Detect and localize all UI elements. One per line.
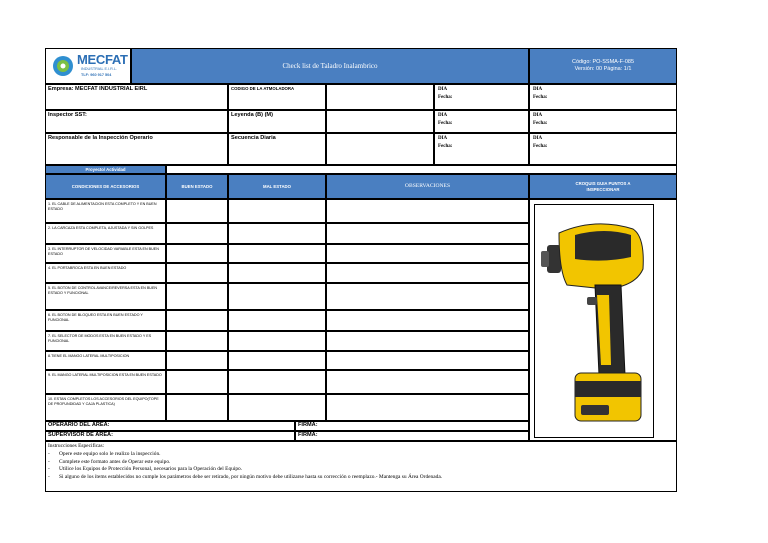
row-obs-cell[interactable]	[326, 263, 529, 283]
row-mal-cell[interactable]	[228, 244, 326, 263]
row-obs-cell[interactable]	[326, 370, 529, 394]
table-row	[45, 310, 529, 331]
fecha-label: Fecha:	[533, 143, 548, 149]
fecha-label: Fecha:	[533, 120, 548, 126]
row-buen-cell[interactable]	[166, 331, 228, 351]
fecha-label: Fecha:	[533, 94, 548, 100]
proyecto-label: Proyecto/ Actividad	[45, 165, 166, 174]
leyenda-value[interactable]	[326, 110, 434, 133]
drill-image-frame	[534, 204, 654, 438]
logo-name: MECFAT	[77, 52, 128, 67]
dia-label: DIA	[438, 113, 448, 118]
version-text: Versión: 00 Página: 1/1	[574, 66, 632, 72]
table-row	[45, 263, 529, 283]
dia-fecha-4	[529, 110, 677, 133]
row-condition: 4. EL PORTABROCA ESTA EN BUEN ESTADO	[45, 263, 166, 283]
secuencia-label: Secuencia Diaria	[228, 133, 326, 165]
codigo-value[interactable]	[326, 84, 434, 110]
dia-label: DIA	[438, 87, 448, 92]
row-mal-cell[interactable]	[228, 394, 326, 421]
row-buen-cell[interactable]	[166, 370, 228, 394]
row-condition: 5. EL BOTON DE CONTROL AVANCE/REVERSA ESTA EN BUEN ESTADO Y FUNCIONAL	[45, 283, 166, 310]
dia-label: DIA	[533, 113, 543, 118]
document-title: Check list de Taladro Inalambrico	[131, 48, 529, 84]
col-condiciones: CONDICIONES DE ACCESORIOS	[45, 174, 166, 199]
row-condition: 1. EL CABLE DE ALIMENTACION ESTA COMPLETO Y EN BUEN ESTADO	[45, 199, 166, 223]
row-condition: 3. EL INTERRUPTOR DE VELOCIDAD VARIABLE ESTA EN BUEN ESTADO	[45, 244, 166, 263]
inspector-label: Inspector SST:	[45, 110, 228, 133]
row-mal-cell[interactable]	[228, 370, 326, 394]
row-mal-cell[interactable]	[228, 310, 326, 331]
instructions-title: Instrucciones Especificas:	[48, 443, 105, 449]
table-row	[45, 199, 529, 223]
logo-gear-icon	[52, 55, 74, 77]
row-buen-cell[interactable]	[166, 283, 228, 310]
row-condition: 8.TIENE EL MANGO LATERAL MULTIPOSICION	[45, 351, 166, 370]
supervisor-firma[interactable]: FIRMA:	[295, 431, 529, 441]
col-croquis: CROQUIS GUIA PUNTOS A INSPECCIONAR	[529, 174, 677, 199]
row-mal-cell[interactable]	[228, 283, 326, 310]
row-mal-cell[interactable]	[228, 263, 326, 283]
row-obs-cell[interactable]	[326, 199, 529, 223]
table-row	[45, 351, 529, 370]
fecha-label: Fecha:	[438, 94, 453, 100]
croquis-cell	[529, 199, 677, 441]
col-mal-estado: MAL ESTADO	[228, 174, 326, 199]
operario-firma[interactable]: FIRMA:	[295, 421, 529, 431]
instruction-item: - Opere este equipo solo le realizo la inspección.	[48, 451, 674, 459]
table-row	[45, 223, 529, 244]
proyecto-value[interactable]	[166, 165, 677, 174]
dia-fecha-1	[434, 84, 529, 110]
row-mal-cell[interactable]	[228, 331, 326, 351]
row-buen-cell[interactable]	[166, 199, 228, 223]
table-row	[45, 244, 529, 263]
dia-fecha-5	[434, 133, 529, 165]
row-buen-cell[interactable]	[166, 244, 228, 263]
instructions-list	[48, 451, 674, 482]
empresa-label: Empresa: MECFAT INDUSTRIAL EIRL	[45, 84, 228, 110]
logo-subtitle: INDUSTRIAL E.I.R.L.	[81, 67, 118, 71]
row-condition: 7. EL SELECTOR DE MODOS ESTA EN BUEN ESTADO Y ES FUNCIONAL	[45, 331, 166, 351]
instruction-item: - Complete este formato antes de Operar este equipo.	[48, 459, 674, 467]
instructions-box	[45, 441, 677, 492]
row-obs-cell[interactable]	[326, 223, 529, 244]
secuencia-value[interactable]	[326, 133, 434, 165]
fecha-label: Fecha:	[438, 143, 453, 149]
dia-fecha-3	[434, 110, 529, 133]
row-mal-cell[interactable]	[228, 223, 326, 244]
leyenda-label: Leyenda (B) (M)	[228, 110, 326, 133]
drill-icon	[535, 205, 653, 437]
row-mal-cell[interactable]	[228, 199, 326, 223]
dia-fecha-6	[529, 133, 677, 165]
row-obs-cell[interactable]	[326, 331, 529, 351]
codigo-label: CODIGO DE LA ATMOLADORA	[228, 84, 326, 110]
document-code	[529, 48, 677, 84]
fecha-label: Fecha:	[438, 120, 453, 126]
logo-phone: TLF: 960 917 504	[81, 73, 112, 77]
row-condition: 10. ESTAN COMPLETOS LOS ACCESORIOS DEL EQUIPO(TOPE DE PROFUNDIDAD Y CAJA PLASTICA)	[45, 394, 166, 421]
row-obs-cell[interactable]	[326, 310, 529, 331]
dia-label: DIA	[438, 136, 448, 141]
row-condition: 2. LA CARCAZA ESTA COMPLETA, AJUSTADA Y SIN GOLPES	[45, 223, 166, 244]
responsable-label: Responsable de la Inspección Operario	[45, 133, 228, 165]
row-condition: 6. EL BOTON DE BLOQUEO ESTA EN BUEN ESTADO Y FUNCIONAL	[45, 310, 166, 331]
logo	[45, 48, 131, 84]
instruction-item: - Utilice los Equipos de Protección Personal, necesarios para la Operación del Equipo.	[48, 466, 674, 474]
row-buen-cell[interactable]	[166, 310, 228, 331]
table-row	[45, 283, 529, 310]
code-text: Código: PO-SSMA-F-085	[571, 59, 635, 66]
dia-label: DIA	[533, 87, 543, 92]
table-row	[45, 394, 529, 421]
row-obs-cell[interactable]	[326, 244, 529, 263]
col-observaciones: OBSERVACIONES	[326, 174, 529, 199]
supervisor-label: SUPERVISOR DE AREA:	[45, 431, 295, 441]
dia-label: DIA	[533, 136, 543, 141]
row-mal-cell[interactable]	[228, 351, 326, 370]
instruction-item: - Si alguno de los ítems establecidos no cumple los parámetros debe ser retirado, por ningún motivo debe utilizarse hasta su corrección o reemplazo.- Mantenga su Área Ordenada.	[48, 474, 674, 482]
table-row	[45, 331, 529, 351]
row-obs-cell[interactable]	[326, 351, 529, 370]
col-buen-estado: BUEN ESTADO	[166, 174, 228, 199]
row-obs-cell[interactable]	[326, 394, 529, 421]
operario-label: OPERARIO DEL AREA:	[45, 421, 295, 431]
dia-fecha-2	[529, 84, 677, 110]
row-buen-cell[interactable]	[166, 394, 228, 421]
row-condition: 9. EL MANGO LATERAL MULTIPOSICION ESTA EN BUEN ESTADO	[45, 370, 166, 394]
row-obs-cell[interactable]	[326, 283, 529, 310]
row-buen-cell[interactable]	[166, 351, 228, 370]
table-row	[45, 370, 529, 394]
row-buen-cell[interactable]	[166, 223, 228, 244]
row-buen-cell[interactable]	[166, 263, 228, 283]
